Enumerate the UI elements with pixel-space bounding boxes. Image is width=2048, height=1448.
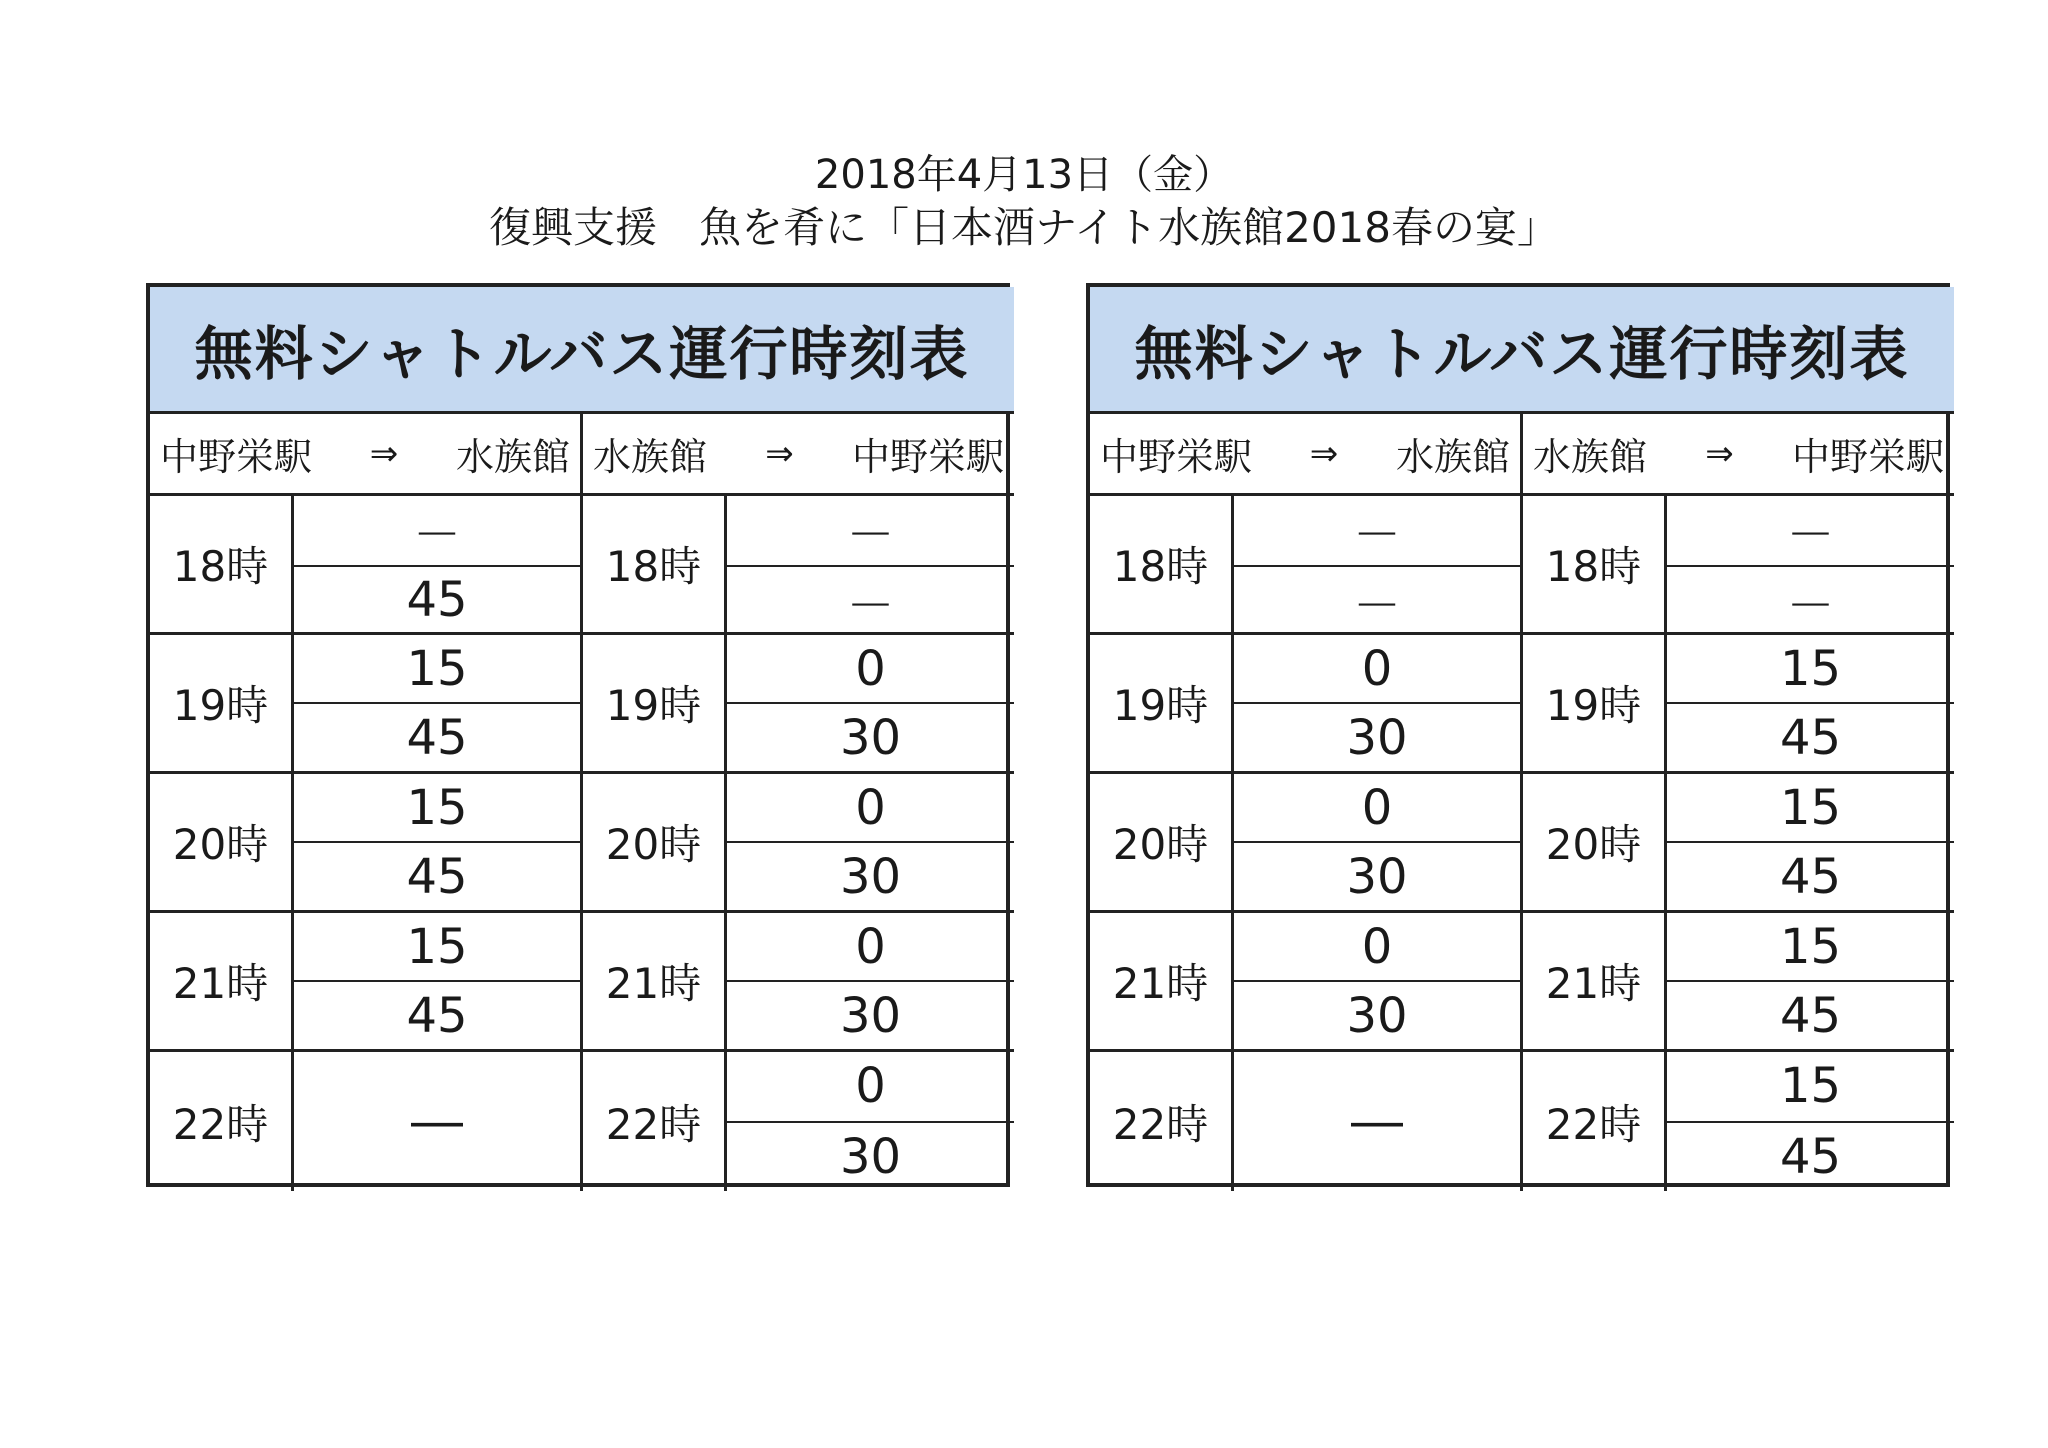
minute-value: － (1352, 578, 1401, 634)
minute-value: 30 (839, 848, 902, 905)
minute-value: ― (1351, 1091, 1403, 1152)
direction-from: 中野栄駅 (1100, 435, 1253, 479)
minute-value: － (1234, 496, 1520, 567)
hour-cell: 19時 (583, 635, 727, 774)
minutes-cell (294, 496, 583, 635)
minutes-cell (727, 913, 1014, 1052)
hour-cell: 22時 (150, 1052, 294, 1191)
hour-cell: 21時 (1523, 913, 1667, 1052)
minute-value: 30 (839, 987, 902, 1044)
minutes-cell (1234, 913, 1523, 1052)
minute-value: 45 (406, 987, 468, 1044)
minutes-cell (1667, 774, 1954, 913)
timetable-title: 無料シャトルバス運行時刻表 (150, 287, 1014, 414)
page-header (0, 150, 2048, 256)
minutes-cell (1234, 635, 1523, 774)
event-date: 2018年4月13日（金） (814, 152, 1234, 198)
arrow-icon: ⇒ (1705, 433, 1734, 474)
minutes-cell (727, 635, 1014, 774)
hour-cell: 21時 (150, 913, 294, 1052)
timetable-right (1086, 283, 1950, 1187)
direction-header (1523, 414, 1954, 496)
minute-value: ― (411, 1091, 463, 1152)
minute-value: 15 (294, 913, 580, 982)
minutes-cell (1234, 496, 1523, 635)
timetable-left (146, 283, 1010, 1187)
minute-value: 15 (1667, 1052, 1954, 1123)
direction-from: 水族館 (1533, 435, 1648, 479)
minute-value: － (846, 578, 895, 634)
minutes-cell (1234, 1052, 1523, 1191)
minutes-cell (294, 913, 583, 1052)
minutes-cell (1234, 774, 1523, 913)
minute-value: 0 (727, 635, 1014, 704)
minute-value: 30 (1346, 848, 1408, 905)
minute-value: 0 (727, 774, 1014, 843)
arrow-icon: ⇒ (1309, 433, 1339, 474)
minutes-cell (727, 1052, 1014, 1191)
minute-value: 0 (727, 1052, 1014, 1123)
minute-value: 45 (1779, 848, 1842, 905)
minute-value: 45 (1779, 1128, 1842, 1185)
minute-value: 45 (406, 571, 468, 628)
hour-cell: 20時 (583, 774, 727, 913)
minutes-cell (1667, 496, 1954, 635)
arrow-icon: ⇒ (369, 433, 399, 474)
minutes-cell (727, 774, 1014, 913)
direction-from: 水族館 (593, 435, 708, 479)
direction-header (583, 414, 1014, 496)
direction-from: 中野栄駅 (160, 435, 313, 479)
minute-value: 15 (294, 774, 580, 843)
minute-value: 30 (1346, 987, 1408, 1044)
hour-cell: 22時 (1090, 1052, 1234, 1191)
minutes-cell (1667, 1052, 1954, 1191)
minutes-cell (294, 635, 583, 774)
minute-value: 45 (1779, 709, 1842, 766)
minute-value: 15 (1667, 913, 1954, 982)
hour-cell: 19時 (150, 635, 294, 774)
hour-cell: 21時 (1090, 913, 1234, 1052)
minute-value: 0 (1234, 635, 1520, 704)
hour-cell: 20時 (1090, 774, 1234, 913)
hour-cell: 18時 (1090, 496, 1234, 635)
minute-value: 0 (1234, 774, 1520, 843)
direction-to: 中野栄駅 (1791, 435, 1944, 479)
minutes-cell (1667, 635, 1954, 774)
minute-value: 15 (294, 635, 580, 704)
event-title: 復興支援 魚を肴に「日本酒ナイト水族館2018春の宴」 (489, 203, 1559, 252)
hour-cell: 20時 (1523, 774, 1667, 913)
minute-value: 30 (839, 709, 902, 766)
direction-to: 中野栄駅 (851, 435, 1004, 479)
direction-header (1090, 414, 1523, 496)
minutes-cell (1667, 913, 1954, 1052)
minute-value: 30 (1346, 709, 1408, 766)
minute-value: 0 (727, 913, 1014, 982)
arrow-icon: ⇒ (765, 433, 794, 474)
direction-to: 水族館 (455, 435, 570, 479)
minute-value: 15 (1667, 635, 1954, 704)
minute-value: 15 (1667, 774, 1954, 843)
minute-value: 45 (1779, 987, 1842, 1044)
minute-value: － (1786, 578, 1835, 634)
direction-to: 水族館 (1395, 435, 1510, 479)
hour-cell: 20時 (150, 774, 294, 913)
hour-cell: 19時 (1090, 635, 1234, 774)
minute-value: － (727, 496, 1014, 567)
hour-cell: 19時 (1523, 635, 1667, 774)
hour-cell: 22時 (1523, 1052, 1667, 1191)
minute-value: 30 (839, 1128, 902, 1185)
minute-value: 45 (406, 848, 468, 905)
minutes-cell (727, 496, 1014, 635)
minute-value: － (294, 496, 580, 567)
hour-cell: 21時 (583, 913, 727, 1052)
hour-cell: 18時 (583, 496, 727, 635)
minute-value: 0 (1234, 913, 1520, 982)
timetable-title: 無料シャトルバス運行時刻表 (1090, 287, 1954, 414)
minutes-cell (294, 1052, 583, 1191)
minute-value: 45 (406, 709, 468, 766)
direction-header (150, 414, 583, 496)
hour-cell: 18時 (1523, 496, 1667, 635)
hour-cell: 18時 (150, 496, 294, 635)
minute-value: － (1667, 496, 1954, 567)
minutes-cell (294, 774, 583, 913)
hour-cell: 22時 (583, 1052, 727, 1191)
